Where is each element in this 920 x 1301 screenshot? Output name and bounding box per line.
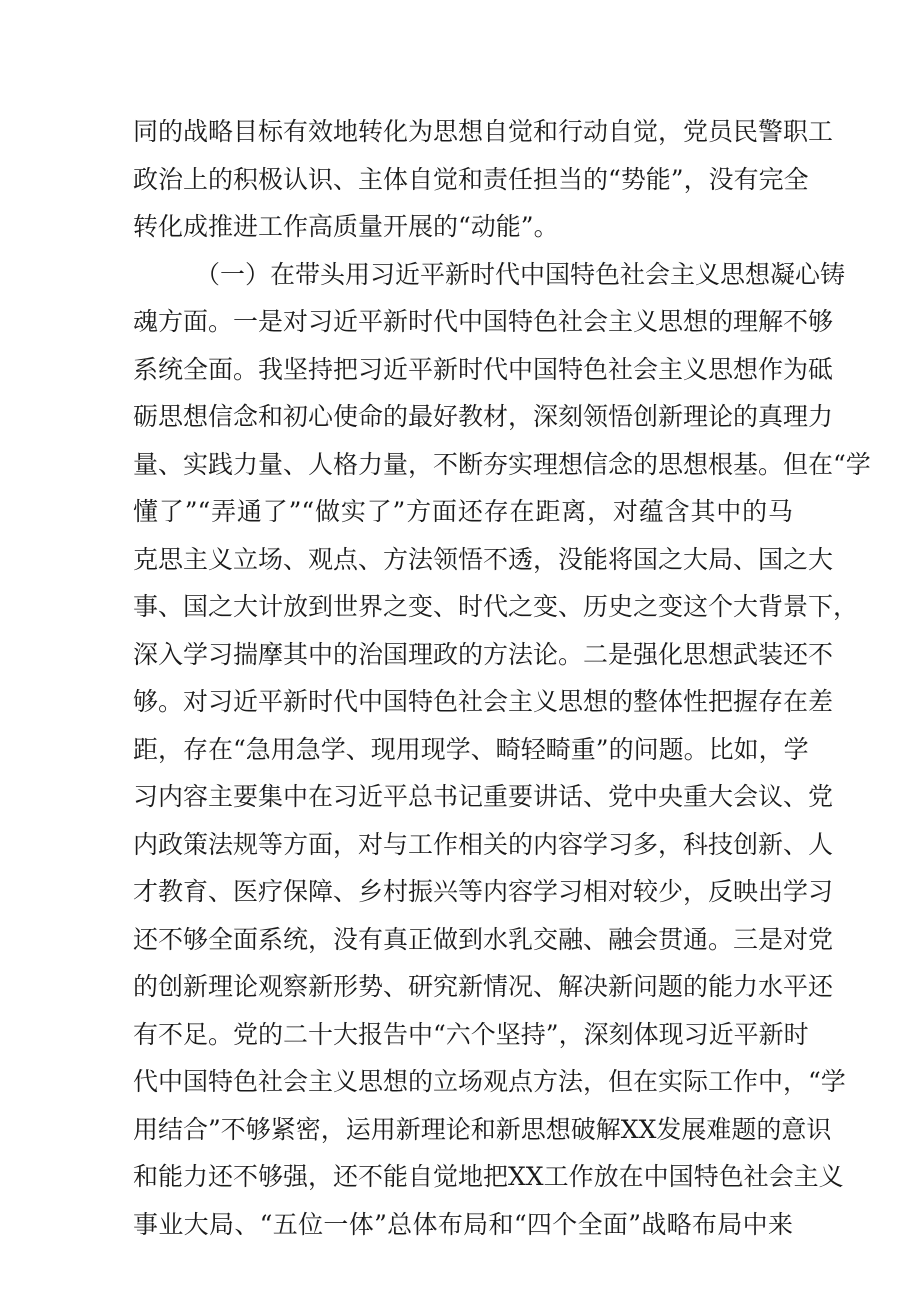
- text-line: 转化成推进工作高质量开展的“动能”。: [133, 212, 559, 241]
- text-line: 政治上的积极认识、主体自觉和责任担当的“势能”，没有完全: [133, 164, 809, 194]
- text-line: 懂了”“弄通了”“做实了”方面还存在距离，对蕴含其中的马: [133, 497, 793, 526]
- text-line: 事、国之大计放到世界之变、时代之变、历史之变这个大背景下，: [133, 592, 859, 621]
- text-line: 深入学习揣摩其中的治国理政的方法论。二是强化思想武装还不: [133, 639, 834, 669]
- text-line: 魂方面。一是对习近平新时代中国特色社会主义思想的理解不够: [133, 307, 834, 336]
- text-line: 有不足。党的二十大报告中“六个坚持”，深刻体现习近平新时: [133, 1019, 809, 1049]
- text-line: 系统全面。我坚持把习近平新时代中国特色社会主义思想作为砥: [133, 354, 834, 384]
- text-line: 用结合”不够紧密，运用新理论和新思想破解XX发展难题的意识: [133, 1114, 832, 1144]
- text-line: 距，存在“急用急学、现用现学、畸轻畸重”的问题。比如，学: [133, 734, 809, 764]
- text-line: 代中国特色社会主义思想的立场观点方法，但在实际工作中，“学: [133, 1067, 846, 1096]
- text-line: 够。对习近平新时代中国特色社会主义思想的整体性把握存在差: [133, 687, 834, 716]
- text-line: 同的战略目标有效地转化为思想自觉和行动自觉，党员民警职工: [133, 117, 834, 146]
- text-line: 的创新理论观察新形势、研究新情况、解决新问题的能力水平还: [133, 972, 834, 1001]
- text-line: 量、实践力量、人格力量，不断夯实理想信念的思想根基。但在“学: [133, 449, 871, 479]
- text-line: 和能力还不够强，还不能自觉地把XX工作放在中国特色社会主义: [133, 1162, 844, 1191]
- text-line: 还不够全面系统，没有真正做到水乳交融、融会贯通。三是对党: [133, 924, 834, 954]
- text-line: 习内容主要集中在习近平总书记重要讲话、党中央重大会议、党: [133, 782, 834, 811]
- text-line: 事业大局、“五位一体”总体布局和“四个全面”战略布局中来: [133, 1209, 793, 1239]
- text-line: 才教育、医疗保障、乡村振兴等内容学习相对较少，反映出学习: [133, 877, 834, 906]
- text-line: 内政策法规等方面，对与工作相关的内容学习多，科技创新、人: [133, 829, 834, 859]
- text-line: 克思主义立场、观点、方法领悟不透，没能将国之大局、国之大: [133, 544, 834, 574]
- paragraph-heading-line: （一）在带头用习近平新时代中国特色社会主义思想凝心铸: [195, 259, 846, 289]
- text-line: 砺思想信念和初心使命的最好教材，深刻领悟创新理论的真理力: [133, 402, 834, 431]
- document-body: [133, 108, 871, 1248]
